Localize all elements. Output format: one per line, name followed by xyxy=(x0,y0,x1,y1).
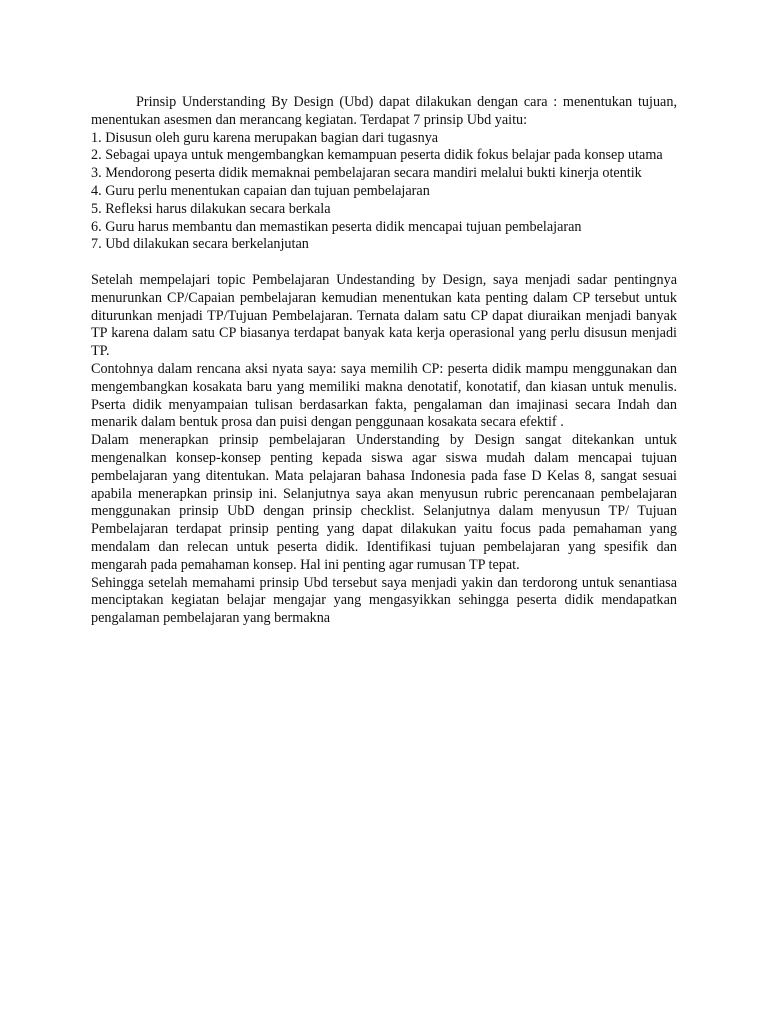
principle-item: 4. Guru perlu menentukan capaian dan tujuan pembelajaran xyxy=(91,182,430,199)
body-paragraph: Setelah mempelajari topic Pembelajaran Undestanding by Design, saya menjadi sadar pentingnya menurunkan CP/Capaian pembelajaran kemudian menentukan kata penting dalam CP tersebut untuk diturunkan menjadi TP/Tujuan Pembelajaran. Ternata dalam satu CP dapat diuraikan menjadi banyak TP karena dalam satu CP biasanya terdapat banyak kata kerja operasional yang perlu disusun menjadi TP. xyxy=(91,271,677,360)
body-paragraph: Contohnya dalam rencana aksi nyata saya: saya memilih CP: peserta didik mampu menggunakan dan mengembangkan kosakata baru yang memiliki makna denotatif, konotatif, dan kiasan untuk menulis. Pserta didik menyampaian tulisan berdasarkan fakta, pengalaman dan imajinasi secara Indah dan menarik dalam bentuk prosa dan puisi dengan penggunaan kosakata secara efektif . xyxy=(91,360,677,431)
body-paragraph: Dalam menerapkan prinsip pembelajaran Understanding by Design sangat ditekankan untuk mengenalkan konsep-konsep penting kepada siswa agar siswa mudah dalam mencapai tujuan pembelajaran yang ditentukan. Mata pelajaran bahasa Indonesia pada fase D Kelas 8, sangat sesuai apabila menerapkan prinsip ini. Selanjutnya saya akan menyusun rubric perencanaan pembelajaran menggunakan prinsip UbD dengan prinsip checklist. Selanjutnya dalam menyusun TP/ Tujuan Pembelajaran terdapat prinsip penting yang dapat dilakukan yaitu focus pada pemahaman yang mendalam dan relecan untuk peserta didik. Identifikasi tujuan pembelajaran yang spesifik dan mengarah pada pemahaman konsep. Hal ini penting agar rumusan TP tepat. xyxy=(91,432,677,573)
principle-item: 1. Disusun oleh guru karena merupakan bagian dari tugasnya xyxy=(91,129,439,146)
intro-paragraph: Prinsip Understanding By Design (Ubd) dapat dilakukan dengan cara : menentukan tujuan, menentukan asesmen dan merancang kegiatan. Terdapat 7 prinsip Ubd yaitu: xyxy=(91,94,677,128)
principle-item: 7. Ubd dilakukan secara berkelanjutan xyxy=(91,236,309,253)
blank-line xyxy=(91,254,677,272)
document-body xyxy=(91,94,677,628)
principle-list xyxy=(91,130,677,255)
principle-item: 3. Mendorong peserta didik memaknai pembelajaran secara mandiri melalui bukti kinerja otentik xyxy=(91,165,642,182)
principle-item: 2. Sebagai upaya untuk mengembangkan kemampuan peserta didik fokus belajar pada konsep utama xyxy=(91,147,663,164)
body-paragraph: Sehingga setelah memahami prinsip Ubd tersebut saya menjadi yakin dan terdorong untuk senantiasa menciptakan kegiatan belajar mengajar yang mengasyikkan sehingga peserta didik mendapatkan pengalaman pembelajaran yang bermakna xyxy=(91,574,677,627)
principle-item: 6. Guru harus membantu dan memastikan peserta didik mencapai tujuan pembelajaran xyxy=(91,218,582,235)
principle-item: 5. Refleksi harus dilakukan secara berkala xyxy=(91,200,331,217)
